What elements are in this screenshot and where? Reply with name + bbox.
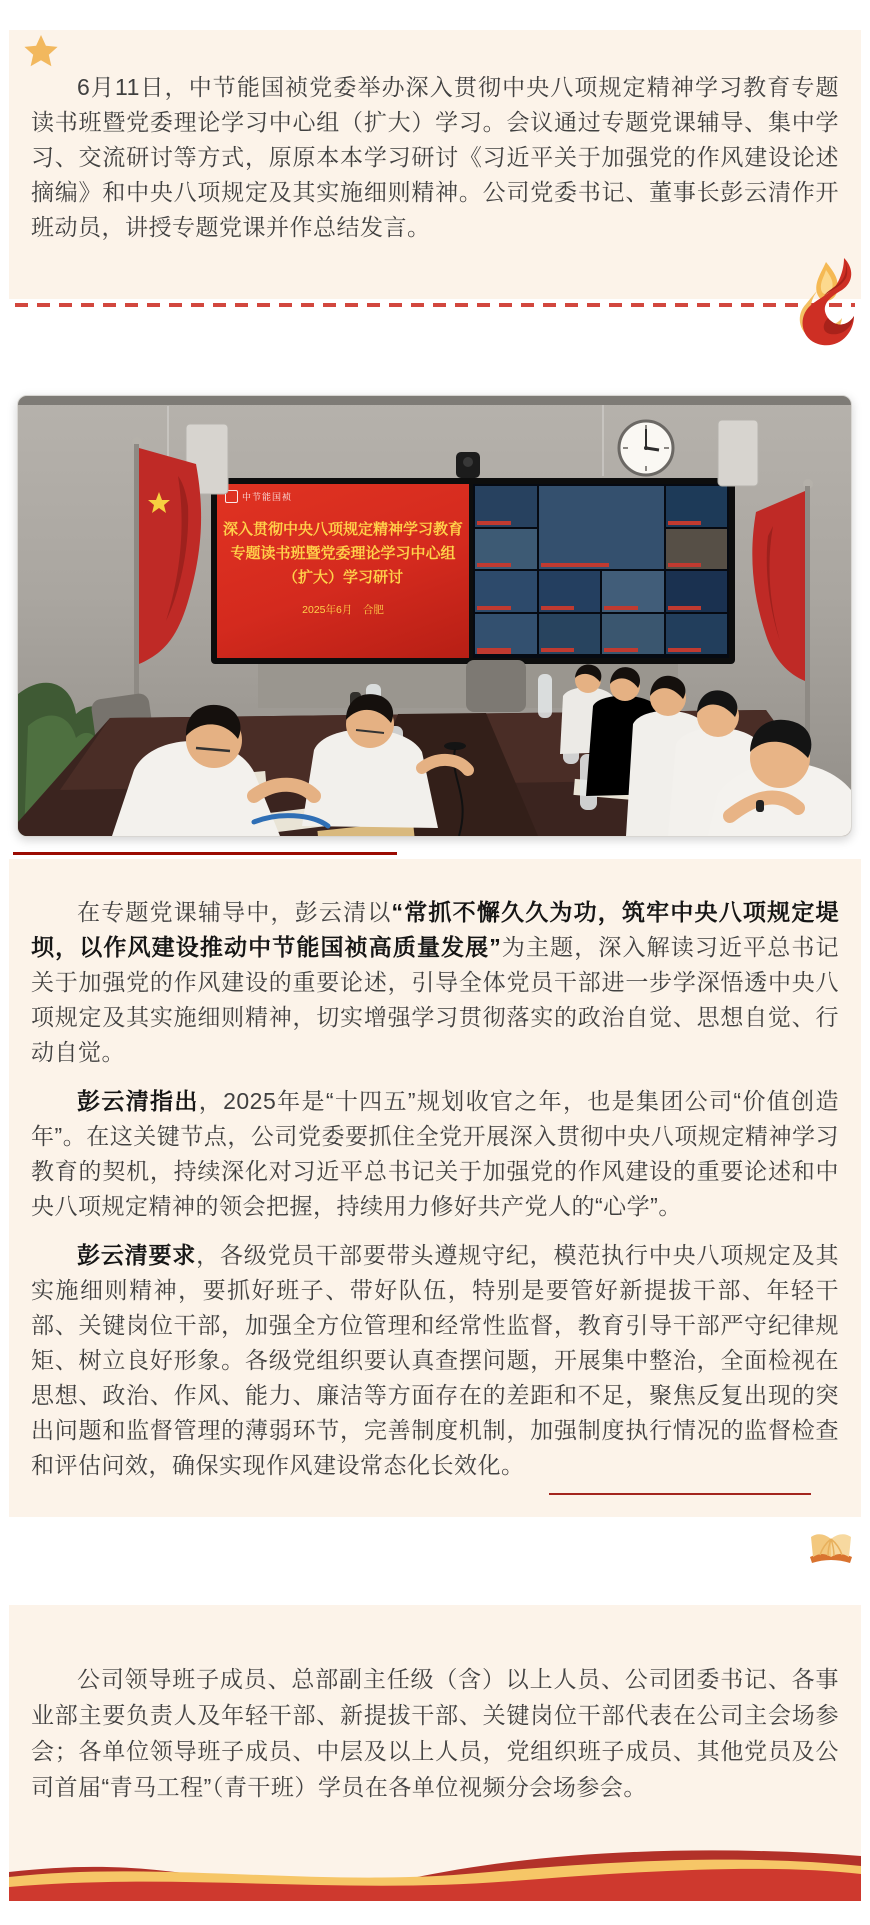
ornament-gap [0,1517,870,1605]
flag-right [752,479,813,736]
attendees-left [112,694,468,836]
banner-line2: 专题读书班暨党委理论学习中心组 [230,545,456,562]
ribbon-torch-icon [796,256,856,354]
body-paragraph-1 [31,895,839,1070]
video-tile [539,571,601,612]
conference-grid-screen [473,484,729,658]
p1-prefix: 在专题党课辅导中，彭云清以 [77,899,392,925]
logo-text: 中节能国祯 [242,492,293,502]
wall-clock [619,421,673,475]
p2-rest: ，2025年是“十四五”规划收官之年，也是集团公司“价值创造年”。在这关键节点，公司党委要抓住全党开展深入贯彻中央八项规定精神学习教育的契机，持续深化对习近平总书记关于加强党的作风建设的重要论述和中央八项规定精神的领会把握，持续用力修好共产党人的“心学”。 [31,1088,839,1219]
video-tile [602,571,664,612]
video-tile [666,486,728,527]
flag-left [132,437,201,734]
video-tile [475,529,537,570]
conference-table [18,710,851,836]
open-book-icon [808,1531,854,1567]
wall-seams [168,405,603,476]
body-paragraph-2 [31,1084,839,1224]
intro-paragraph: 6月11日，中节能国祯党委举办深入贯彻中央八项规定精神学习教育专题读书班暨党委理论学习中心组（扩大）学习。会议通过专题党课辅导、集中学习、交流研讨等方式，原原本本学习研讨《习近平关于加强党的作风建设论述摘编》和中央八项规定及其实施细则精神。公司党委书记、董事长彭云清作开班动员，讲授专题党课并作总结发言。 [31,74,839,240]
star-icon [24,34,58,68]
attendees-right [560,665,851,837]
video-tile [475,486,537,527]
banner-line1: 深入贯彻中央八项规定精神学习教育 [222,521,463,538]
dashed-divider [15,303,855,307]
p3-rest: ，各级党员干部要带头遵规守纪，模范执行中央八项规定及其实施细则精神，要抓好班子、带好队伍，特别是要管好新提拔干部、年轻干部、关键岗位干部，加强全方位管理和经常性监督，教育引导干部严守纪律规矩、树立良好形象。各级党组织要认真查摆问题，开展集中整治，全面检视在思想、政治、作风、能力、廉洁等方面存在的差距和不足，聚焦反复出现的突出问题和监督管理的薄弱环节，完善制度机制，加强制度执行情况的监督检查和评估问效，确保实现作风建设常态化长效化。 [31,1242,840,1478]
banner-line3: （扩大）学习研讨 [282,569,403,586]
ceiling-strip [18,396,851,405]
video-tile [539,614,601,655]
video-tile [475,571,537,612]
video-tile [666,529,728,570]
chairs [90,660,526,786]
intro-section [9,30,861,299]
meeting-photo [17,395,852,837]
plant [18,683,124,836]
screen-logo [225,490,292,503]
banner-screen [217,484,469,658]
body-section [9,859,861,1517]
video-tile [666,614,728,655]
red-underline [549,1493,811,1495]
video-tile [666,571,728,612]
p1-bold-theme: “常抓不懈久久为功，筑牢中央八项规定堤坝，以作风建设推动中节能国祯高质量发展” [31,899,840,960]
logo-mark-icon [225,490,238,503]
video-tile [475,614,537,655]
water-bottles [336,674,631,810]
body-paragraph-3 [31,1238,839,1483]
p3-bold-lead: 彭云清要求 [77,1242,197,1268]
wave-decoration [9,1843,861,1901]
p1-suffix: 为主题，深入解读习近平总书记关于加强党的作风建设的重要论述，引导全体党员干部进一步学深悟透中央八项规定及其实施细则精神，切实增强学习贯彻落实的政治自觉、思想自觉、行动自觉。 [31,934,840,1065]
p2-bold-lead: 彭云清指出 [77,1088,199,1114]
banner-title [217,518,469,590]
video-wall [211,478,735,664]
footer-paragraph: 公司领导班子成员、总部副主任级（含）以上人员、公司团委书记、各事业部主要负责人及年轻干部、新提拔干部、关键岗位干部代表在公司主会场参会；各单位领导班子成员、中层及以上人员，党组织班子成员、其他党员及公司首届“青马工程”（青干班）学员在各单位视频分会场参会。 [31,1666,839,1800]
red-divider-line [13,852,397,855]
video-tile [602,614,664,655]
video-camera [456,452,480,478]
documents [195,749,778,836]
video-tile-large [539,486,664,569]
media-cabinet [258,664,678,708]
footer-section [9,1605,861,1901]
banner-date: 2025年6月 合肥 [302,604,384,616]
